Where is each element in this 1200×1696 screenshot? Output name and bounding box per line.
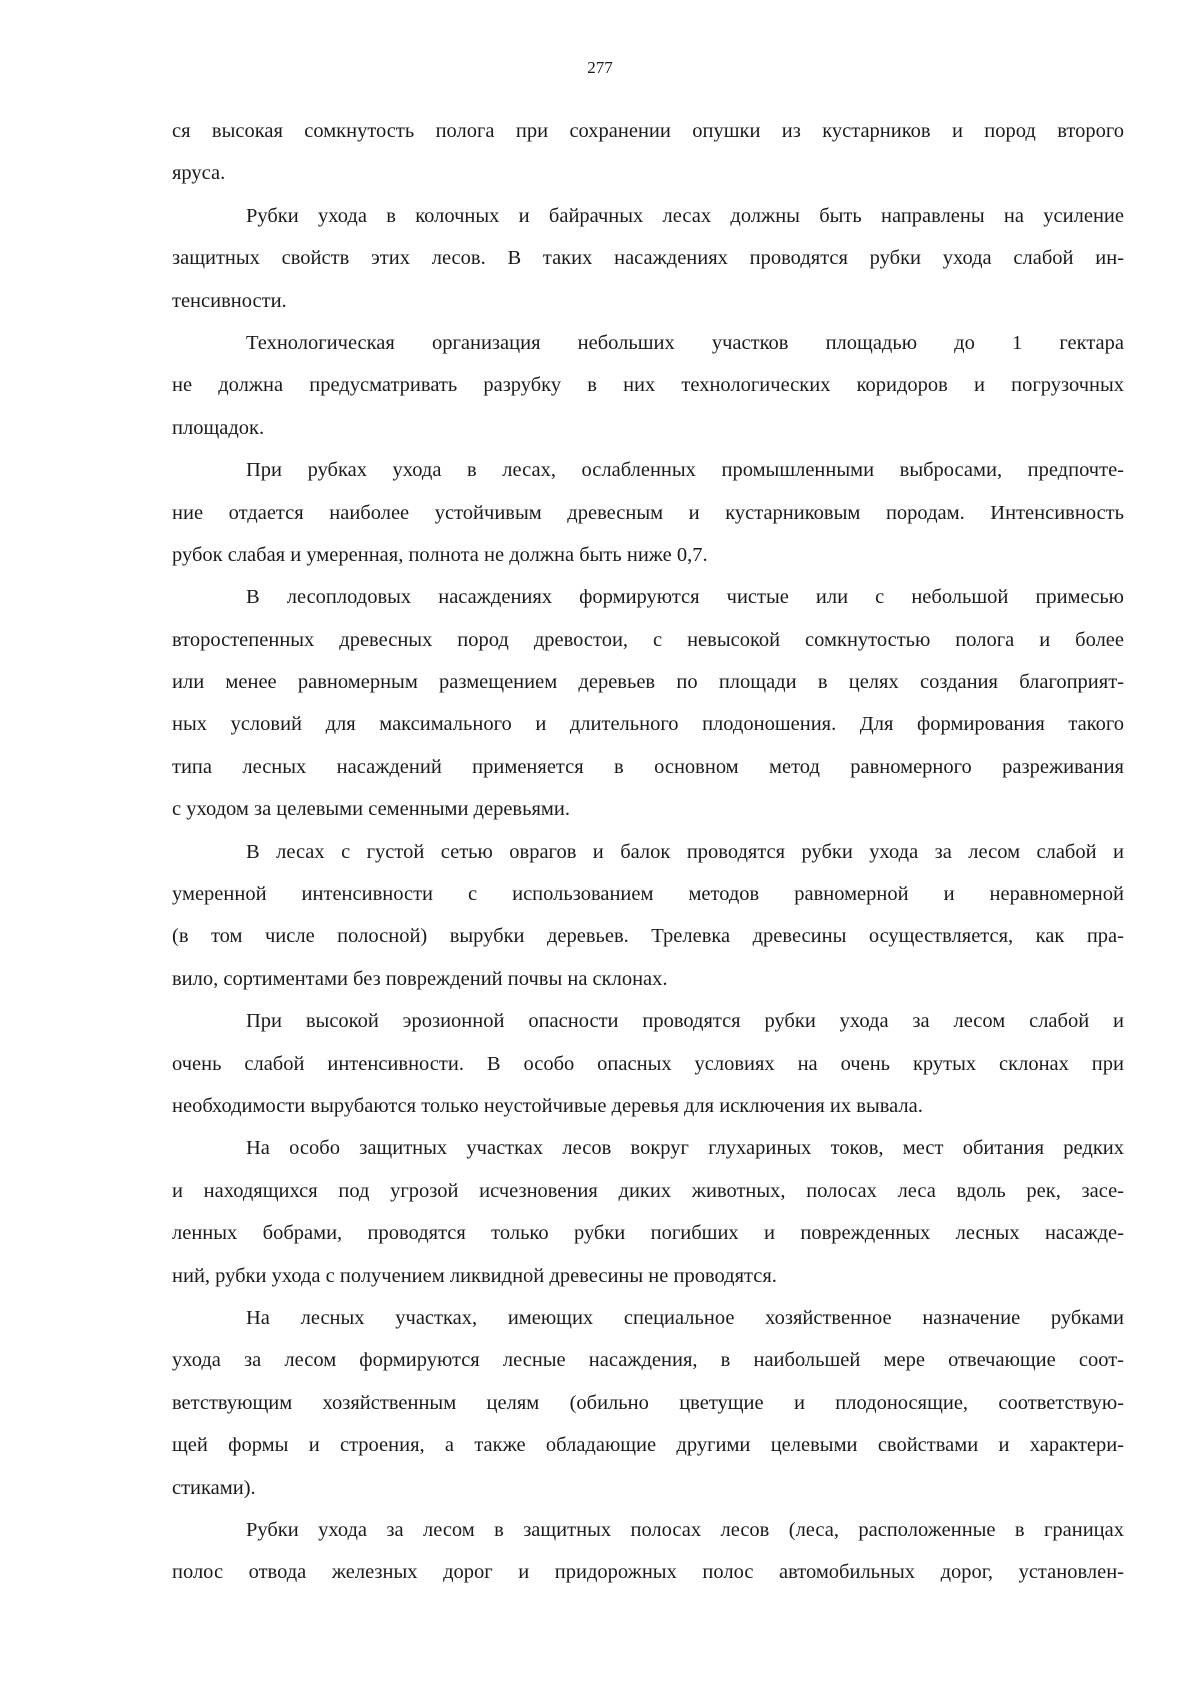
- text-line: вило, сортиментами без повреждений почвы на склонах.: [172, 967, 668, 990]
- text-line: Рубки ухода в колочных и байрачных лесах должны быть направлены на усиление: [246, 204, 1124, 227]
- text-line: необходимости вырубаются только неустойчивые деревья для исключения их вывала.: [172, 1094, 923, 1117]
- text-line: При высокой эрозионной опасности проводятся рубки ухода за лесом слабой и: [246, 1010, 1124, 1033]
- text-line: ленных бобрами, проводятся только рубки погибших и поврежденных лесных насажде-: [172, 1222, 1124, 1245]
- text-line: Технологическая организация небольших участков площадью до 1 гектара: [246, 331, 1124, 354]
- paragraph: [172, 195, 1124, 322]
- text-line: В лесах с густой сетью оврагов и балок проводятся рубки ухода за лесом слабой и: [246, 840, 1124, 863]
- text-line: умеренной интенсивности с использованием методов равномерной и неравномерной: [172, 883, 1124, 906]
- text-line: ухода за лесом формируются лесные насаждения, в наибольшей мере отвечающие соот-: [172, 1349, 1124, 1372]
- text-line: защитных свойств этих лесов. В таких насаждениях проводятся рубки ухода слабой ин-: [172, 247, 1124, 270]
- page-number: 277: [587, 58, 613, 77]
- text-line: рубок слабая и умеренная, полнота не должна быть ниже 0,7.: [172, 543, 708, 566]
- paragraph: [172, 831, 1124, 1001]
- text-line: полос отвода железных дорог и придорожных полос автомобильных дорог, установлен-: [172, 1561, 1124, 1584]
- text-line: ных условий для максимального и длительного плодоношения. Для формирования такого: [172, 713, 1124, 736]
- text-line: или менее равномерным размещением деревьев по площади в целях создания благоприят-: [172, 671, 1124, 694]
- text-line: ние отдается наиболее устойчивым древесным и кустарниковым породам. Интенсивность: [172, 501, 1124, 524]
- paragraph: [172, 110, 1124, 195]
- paragraph: [172, 322, 1124, 449]
- text-line: При рубках ухода в лесах, ослабленных промышленными выбросами, предпочте-: [246, 459, 1124, 482]
- paragraph: [172, 1127, 1124, 1297]
- text-line: тенсивности.: [172, 289, 287, 312]
- text-line: типа лесных насаждений применяется в основном метод равномерного разреживания: [172, 755, 1124, 778]
- document-body: [172, 110, 1124, 1594]
- text-line: с уходом за целевыми семенными деревьями.: [172, 798, 570, 821]
- text-line: (в том числе полосной) вырубки деревьев. Трелевка древесины осуществляется, как пра-: [172, 925, 1124, 948]
- text-line: ний, рубки ухода с получением ликвидной древесины не проводятся.: [172, 1264, 777, 1287]
- text-line: щей формы и строения, а также обладающие другими целевыми свойствами и характери-: [172, 1434, 1124, 1457]
- text-line: Рубки ухода за лесом в защитных полосах лесов (леса, расположенные в границах: [246, 1518, 1124, 1541]
- paragraph: [172, 1509, 1124, 1594]
- text-line: В лесоплодовых насаждениях формируются чистые или с небольшой примесью: [246, 586, 1124, 609]
- text-line: На лесных участках, имеющих специальное хозяйственное назначение рубками: [246, 1306, 1124, 1329]
- text-line: На особо защитных участках лесов вокруг глухариных токов, мест обитания редких: [246, 1137, 1124, 1160]
- paragraph: [172, 1297, 1124, 1509]
- text-line: не должна предусматривать разрубку в них технологических коридоров и погрузочных: [172, 374, 1124, 397]
- text-line: стиками).: [172, 1476, 256, 1499]
- text-line: ся высокая сомкнутость полога при сохранении опушки из кустарников и пород второго: [172, 120, 1124, 142]
- text-line: яруса.: [172, 162, 226, 185]
- text-line: очень слабой интенсивности. В особо опасных условиях на очень крутых склонах при: [172, 1052, 1124, 1075]
- text-line: ветствующим хозяйственным целям (обильно цветущие и плодоносящие, соответствую-: [172, 1391, 1124, 1414]
- paragraph: [172, 449, 1124, 576]
- text-line: и находящихся под угрозой исчезновения диких животных, полосах леса вдоль рек, засе-: [172, 1179, 1124, 1202]
- text-line: площадок.: [172, 416, 265, 439]
- paragraph: [172, 1000, 1124, 1127]
- paragraph: [172, 576, 1124, 830]
- text-line: второстепенных древесных пород древостои, с невысокой сомкнутостью полога и более: [172, 628, 1124, 651]
